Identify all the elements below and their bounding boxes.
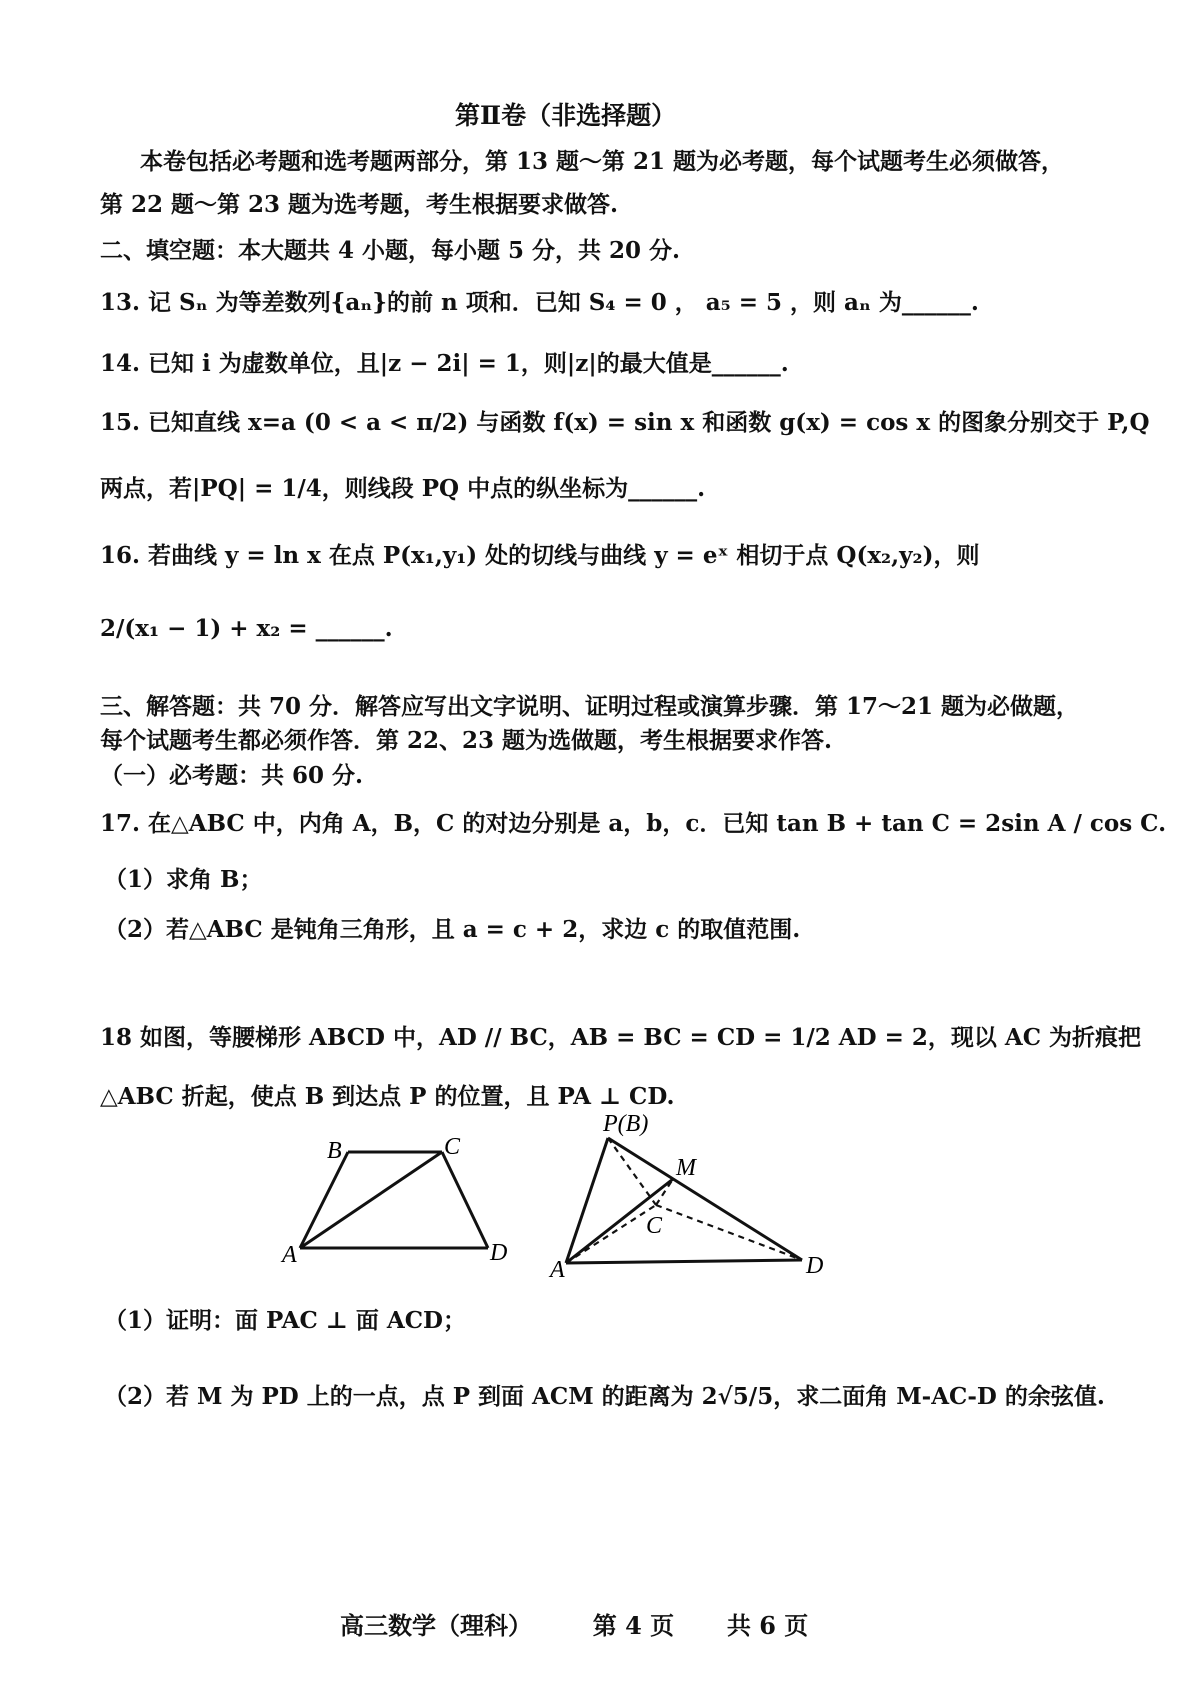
question-18-part-2: （2）若 M 为 PD 上的一点，点 P 到面 ACM 的距离为 2√5/5，求二面角 M-AC-D 的余弦值. xyxy=(104,1383,1105,1410)
question-14 xyxy=(100,345,789,378)
question-text: 在△ABC 中，内角 A，B，C 的对边分别是 a，b，c．已知 tan B + tan C = 2sin A / cos C. xyxy=(148,810,1167,837)
vertex-label-a: A xyxy=(550,1257,565,1283)
question-16 xyxy=(100,537,979,570)
pyramid-figure xyxy=(548,1105,838,1285)
question-15-line-2: 两点，若|PQ| = 1/4，则线段 PQ 中点的纵坐标为______. xyxy=(100,475,706,502)
question-15 xyxy=(100,404,1149,437)
vertex-label-c: C xyxy=(646,1213,663,1239)
question-16-line-2: 2/(x₁ − 1) + x₂ = ______. xyxy=(100,615,393,642)
vertex-label-a: A xyxy=(282,1242,297,1268)
question-18-line-2: △ABC 折起，使点 B 到达点 P 的位置，且 PA ⊥ CD. xyxy=(100,1083,675,1110)
fill-in-heading: 二、填空题：本大题共 4 小题，每小题 5 分，共 20 分. xyxy=(100,237,681,264)
question-text-line-1: 已知直线 x=a (0 < a < π/2) 与函数 f(x) = sin x 和函数 g(x) = cos x 的图象分别交于 P,Q xyxy=(148,409,1150,436)
question-17-part-2: （2）若△ABC 是钝角三角形，且 a = c + 2，求边 c 的取值范围. xyxy=(104,916,801,943)
vertex-label-d: D xyxy=(490,1240,508,1266)
footer-total-pages: 共 6 页 xyxy=(726,1611,809,1640)
intro-line-2: 第 22 题～第 23 题为选考题，考生根据要求做答. xyxy=(100,191,619,218)
solve-heading-line-2: 每个试题考生都必须作答．第 22、23 题为选做题，考生根据要求作答. xyxy=(100,727,833,754)
vertex-label-c: C xyxy=(444,1134,461,1160)
page-footer xyxy=(340,1606,808,1641)
trapezoid-figure xyxy=(270,1130,530,1280)
question-17 xyxy=(100,805,1166,838)
footer-subject: 高三数学（理科） xyxy=(340,1611,532,1640)
question-number: 18 xyxy=(100,1024,133,1051)
question-18 xyxy=(100,1019,1141,1052)
question-number: 14. xyxy=(100,350,141,377)
question-number: 16. xyxy=(100,542,141,569)
required-subheading: （一）必考题：共 60 分. xyxy=(100,762,364,789)
question-17-part-1: （1）求角 B； xyxy=(104,866,263,893)
solve-heading-line-1: 三、解答题：共 70 分．解答应写出文字说明、证明过程或演算步骤．第 17～21 题为必做题， xyxy=(100,693,1080,720)
question-text-line-1: 若曲线 y = ln x 在点 P(x₁,y₁) 处的切线与曲线 y = eˣ 相切于点 Q(x₂,y₂)，则 xyxy=(148,542,980,569)
question-text: 已知 i 为虚数单位，且|z − 2i| = 1，则|z|的最大值是______. xyxy=(148,350,789,377)
question-13 xyxy=(100,284,979,317)
footer-page-number: 第 4 页 xyxy=(592,1611,675,1640)
question-text-line-1: 如图，等腰梯形 ABCD 中，AD // BC，AB = BC = CD = 1/2 AD = 2，现以 AC 为折痕把 xyxy=(140,1024,1142,1051)
vertex-label-b: B xyxy=(327,1138,342,1164)
vertex-label-p: P(B) xyxy=(603,1111,649,1137)
question-18-part-1: （1）证明：面 PAC ⊥ 面 ACD； xyxy=(104,1307,466,1334)
question-number: 13. xyxy=(100,289,141,316)
question-number: 15. xyxy=(100,409,141,436)
section-title: 第Ⅱ卷（非选择题） xyxy=(455,101,677,130)
question-text: 记 Sₙ 为等差数列{aₙ}的前 n 项和．已知 S₄ = 0 ， a₅ = 5 ，则 aₙ 为______. xyxy=(148,289,979,316)
intro-line-1: 本卷包括必考题和选考题两部分，第 13 题～第 21 题为必考题，每个试题考生必须做答， xyxy=(140,148,1065,175)
vertex-label-d: D xyxy=(806,1253,824,1279)
question-number: 17. xyxy=(100,810,141,837)
vertex-label-m: M xyxy=(676,1155,696,1181)
